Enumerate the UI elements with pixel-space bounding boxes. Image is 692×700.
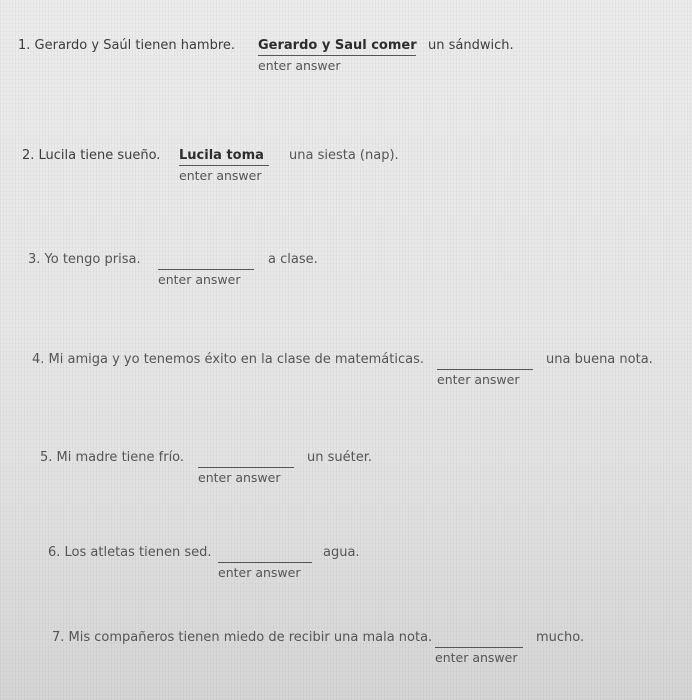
question-continuation: a clase. <box>268 252 318 267</box>
question-continuation: un suéter. <box>307 450 372 465</box>
question-continuation: un sándwich. <box>428 38 514 53</box>
answer-placeholder: enter answer <box>198 470 281 485</box>
answer-value <box>218 545 312 560</box>
answer-placeholder: enter answer <box>258 58 341 73</box>
question-prompt: 7. Mis compañeros tienen miedo de recibir una mala nota. <box>52 630 433 645</box>
answer-placeholder: enter answer <box>218 565 301 580</box>
answer-placeholder: enter answer <box>179 168 262 183</box>
answer-field[interactable] <box>158 252 254 287</box>
question-continuation: una siesta (nap). <box>289 148 399 163</box>
answer-field[interactable] <box>437 352 533 387</box>
answer-value: Lucila toma <box>179 148 264 163</box>
question-prompt: 1. Gerardo y Saúl tienen hambre. <box>18 38 236 53</box>
answer-underline <box>437 369 533 370</box>
answer-underline <box>258 55 416 56</box>
question-prompt: 5. Mi madre tiene frío. <box>40 450 185 465</box>
answer-underline <box>158 269 254 270</box>
answer-field[interactable] <box>435 630 523 665</box>
answer-field[interactable] <box>258 38 416 73</box>
answer-field[interactable] <box>218 545 312 580</box>
answer-underline <box>179 165 269 166</box>
answer-value <box>198 450 294 465</box>
question-continuation: agua. <box>323 545 360 560</box>
answer-underline <box>198 467 294 468</box>
answer-value <box>435 630 523 645</box>
answer-field[interactable] <box>198 450 294 485</box>
answer-field[interactable] <box>179 148 269 183</box>
question-prompt: 6. Los atletas tienen sed. <box>48 545 212 560</box>
answer-placeholder: enter answer <box>158 272 241 287</box>
answer-value <box>158 252 254 267</box>
question-prompt: 4. Mi amiga y yo tenemos éxito en la clase de matemáticas. <box>32 352 424 367</box>
answer-value: Gerardo y Saul comer <box>258 38 417 53</box>
answer-value <box>437 352 533 367</box>
question-prompt: 2. Lucila tiene sueño. <box>22 148 161 163</box>
answer-underline <box>218 562 312 563</box>
answer-placeholder: enter answer <box>435 650 518 665</box>
question-continuation: mucho. <box>536 630 585 645</box>
question-prompt: 3. Yo tengo prisa. <box>28 252 141 267</box>
answer-placeholder: enter answer <box>437 372 520 387</box>
answer-underline <box>435 647 523 648</box>
question-continuation: una buena nota. <box>546 352 653 367</box>
